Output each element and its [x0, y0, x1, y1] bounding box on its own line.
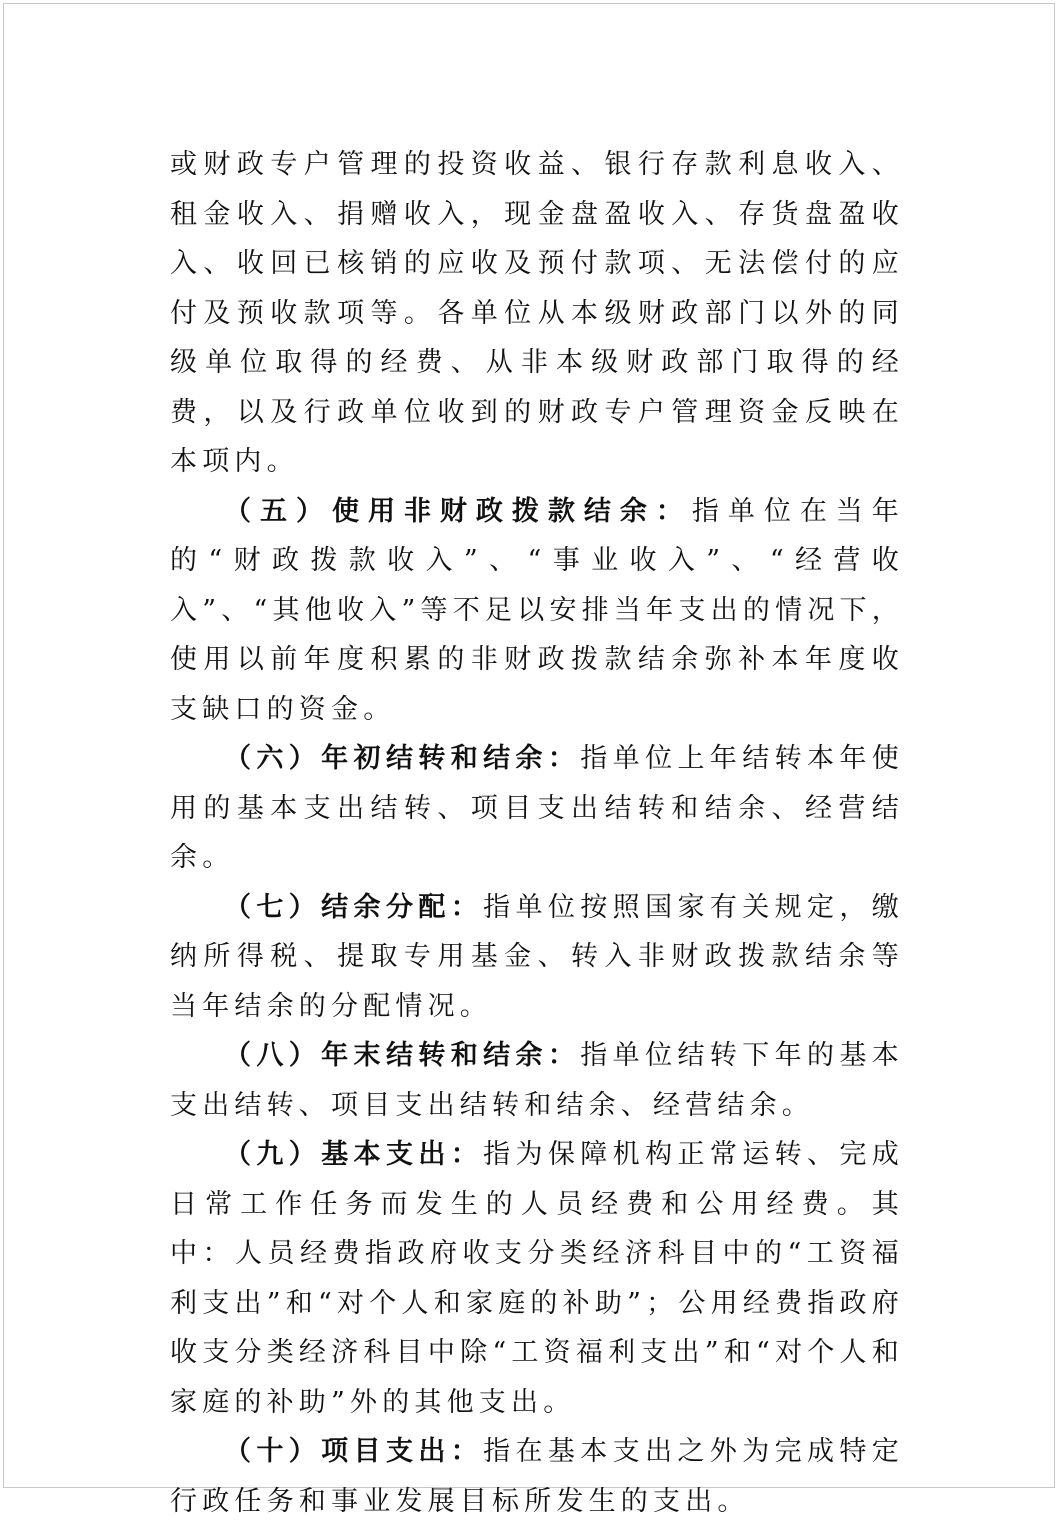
term-heading: （九）基本支出：: [224, 1139, 484, 1170]
paragraph-item-8: [170, 1031, 904, 1130]
paragraph-text: 指单位结转下年的基本支出结转、项目支出结转和结余、经营结余。: [170, 1040, 905, 1121]
paragraph-item-5: [170, 487, 904, 735]
term-heading: （八）年末结转和结余：: [224, 1040, 581, 1071]
term-heading: （六）年初结转和结余：: [224, 743, 581, 774]
paragraph-item-10: [170, 1427, 904, 1526]
paragraph-continuation: [170, 140, 904, 487]
paragraph-item-7: [170, 883, 904, 1032]
paragraph-text: 指单位在当年的“财政拨款收入”、“事业收入”、“经营收入”、“其他收入”等不足以安排当年支出的情况下，使用以前年度积累的非财政拨款结余弥补本年度收支缺口的资金。: [170, 495, 905, 725]
paragraph-item-9: [170, 1130, 904, 1427]
paragraph-text: 指单位上年结转本年使用的基本支出结转、项目支出结转和结余、经营结余。: [170, 743, 905, 873]
term-heading: （十）项目支出：: [224, 1436, 484, 1467]
paragraph-item-6: [170, 734, 904, 883]
paragraph-text: 指在基本支出之外为完成特定行政任务和事业发展目标所发生的支出。: [170, 1436, 904, 1517]
term-heading: （五）使用非财政拨款结余：: [224, 495, 692, 527]
paragraph-text: 指为保障机构正常运转、完成日常工作任务而发生的人员经费和公用经费。其中：人员经费指政府收支分类经济科目中的“工资福利支出”和“对个人和家庭的补助”；公用经费指政府收支分类经济科目中除“工资福利支出”和“对个人和家庭的补助”外的其他支出。: [170, 1139, 904, 1418]
paragraph-text: 指单位按照国家有关规定，缴纳所得税、提取专用基金、转入非财政拨款结余等当年结余的分配情况。: [170, 891, 904, 1022]
paragraph-text: 或财政专户管理的投资收益、银行存款利息收入、租金收入、捐赠收入，现金盘盈收入、存货盘盈收入、收回已核销的应收及预付款项、无法偿付的应付及预收款项等。各单位从本级财政部门以外的同级单位取得的经费、从非本级财政部门取得的经费，以及行政单位收到的财政专户管理资金反映在本项内。: [170, 149, 904, 477]
term-heading: （七）结余分配：: [224, 891, 484, 923]
document-page: [3, 3, 1055, 1517]
document-body: [170, 140, 904, 1526]
